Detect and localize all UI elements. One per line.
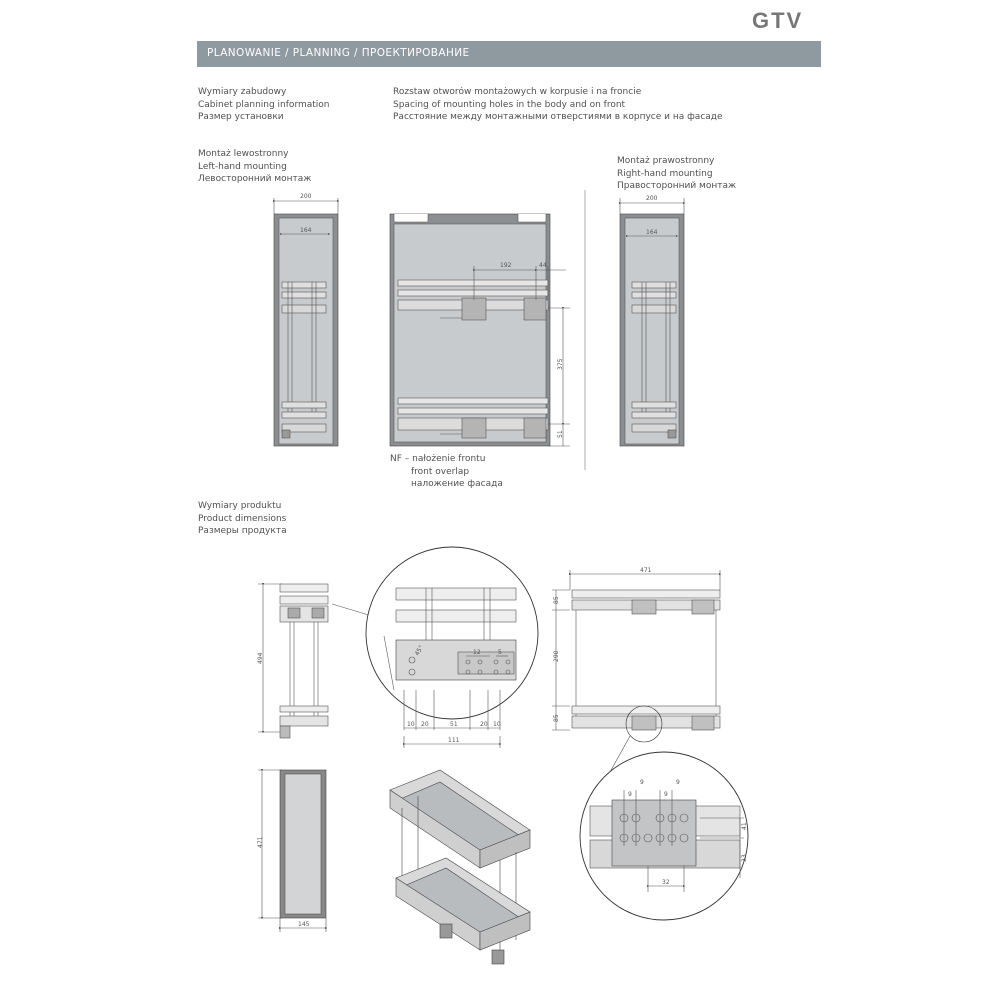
heading-line: Montaż prawostronny [617, 156, 715, 166]
dim-zoom-9c: 9 [664, 791, 668, 798]
zoom-circle [580, 752, 748, 920]
heading-line: Product dimensions [198, 513, 287, 524]
brand-logo: GTV [752, 8, 804, 33]
dim-top-290: 290 [553, 650, 560, 662]
dim-top-85a: 85 [553, 596, 560, 604]
left-mount-drawing [274, 198, 338, 446]
dim-detail-angle: 45° [413, 644, 426, 657]
heading-line: Left-hand mounting [198, 161, 287, 172]
product-front-view [258, 770, 326, 932]
dim-zoom-9b: 9 [640, 779, 644, 786]
dim-right-outer: 200 [646, 195, 658, 202]
heading-line: Правосторонний монтаж [617, 181, 737, 191]
dim-zoom-9a: 9 [628, 791, 632, 798]
banner-title: PLANOWANIE / PLANNING / ПРОЕКТИРОВАНИЕ [207, 47, 470, 59]
heading-line: NF – nałożenie frontu [390, 454, 486, 464]
heading-line: Spacing of mounting holes in the body and on front [393, 99, 626, 110]
heading-line: Левосторонний монтаж [198, 174, 312, 184]
dim-detail-5: 5 [498, 649, 502, 656]
heading-line: Right-hand mounting [617, 168, 713, 179]
dim-detail-111: 111 [448, 737, 460, 744]
dim-side-height: 494 [257, 652, 264, 664]
dim-front-51: 51 [557, 430, 564, 438]
heading-line: Cabinet planning information [198, 99, 330, 110]
dim-front-view-height: 471 [257, 836, 264, 848]
dim-detail-b4: 20 [480, 721, 488, 728]
dim-front-44: 44 [539, 262, 547, 269]
product-isometric-view [390, 770, 530, 964]
dim-left-inner: 164 [300, 227, 312, 234]
heading-line: Расстояние между монтажными отверстиями в корпусе и на фасаде [393, 112, 723, 122]
heading-line: Размер установки [198, 112, 284, 122]
dim-top-471: 471 [640, 567, 652, 574]
heading-line: Wymiary zabudowy [198, 87, 287, 97]
dim-front-view-width: 145 [298, 921, 310, 928]
dim-detail-b1: 10 [407, 721, 415, 728]
dim-top-85b: 85 [553, 714, 560, 722]
dim-front-375: 375 [557, 358, 564, 370]
heading-line: Rozstaw otworów montażowych w korpusie i na froncie [393, 87, 642, 97]
front-mount-drawing [390, 214, 570, 446]
dim-detail-b3: 51 [450, 721, 458, 728]
dim-zoom-32: 32 [662, 879, 670, 886]
dim-left-outer: 200 [300, 193, 312, 200]
dim-detail-b2: 20 [421, 721, 429, 728]
dim-detail-12: 12 [473, 649, 481, 656]
dim-zoom-41: 41 [741, 822, 748, 830]
heading-line: Wymiary produktu [198, 501, 282, 511]
heading-line: front overlap [411, 466, 470, 477]
dim-front-192: 192 [500, 262, 512, 269]
detail-circle [366, 547, 538, 748]
heading-line: Montaż lewostronny [198, 149, 289, 159]
heading-line: Размеры продукта [198, 526, 287, 536]
product-side-view [258, 584, 372, 738]
dim-zoom-9d: 9 [676, 779, 680, 786]
heading-line: наложение фасада [411, 479, 503, 489]
dim-right-inner: 164 [646, 229, 658, 236]
dim-detail-b5: 10 [493, 721, 501, 728]
dim-zoom-33: 33 [741, 854, 748, 862]
